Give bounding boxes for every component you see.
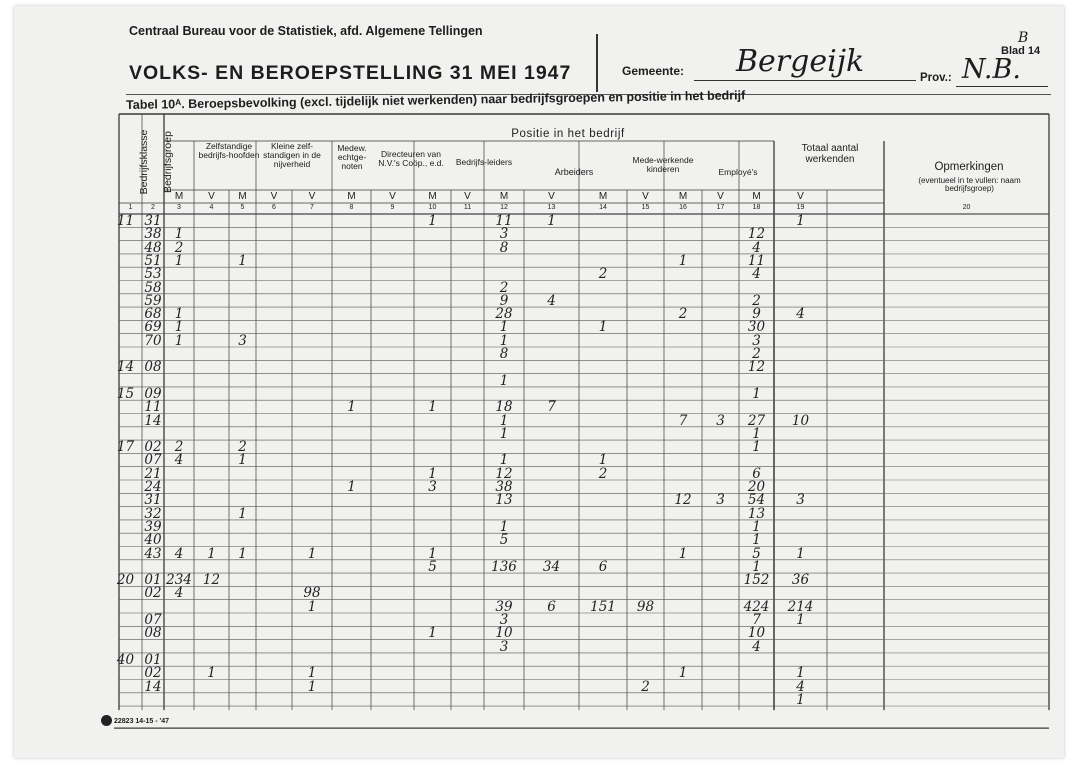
column-number: 18 (752, 204, 761, 211)
cell-value-col-12: 3 (499, 612, 509, 628)
cell-value-col-18: 1 (752, 518, 761, 535)
cell-value-col-16: 1 (678, 665, 688, 682)
column-number: 5 (240, 204, 245, 211)
cell-value-col-12: 10 (495, 625, 513, 642)
cell-value-col-12: 38 (495, 479, 513, 495)
cell-value-col-12: 136 (491, 558, 517, 575)
bedrijfsgroep-value: 08 (144, 359, 162, 376)
bedrijfsklasse-value: 14 (116, 359, 135, 376)
cell-value-col-18: 9 (752, 306, 761, 323)
cell-value-col-12: 1 (499, 425, 509, 442)
cell-value-col-12: 1 (499, 372, 509, 389)
cell-value-col-12: 11 (495, 213, 513, 229)
cell-value-col-3: 1 (174, 252, 184, 269)
print-code: 22823 14-15 - '47 (114, 718, 169, 725)
cell-value-col-5: 1 (238, 252, 247, 269)
cell-value-col-19: 1 (796, 612, 805, 628)
column-number: 4 (209, 204, 214, 211)
v-label: V (717, 191, 724, 202)
cell-value-col-7: 98 (303, 585, 321, 602)
bedrijfsgroep-value: 07 (144, 452, 162, 469)
cell-value-col-16: 2 (678, 306, 688, 323)
cell-value-col-18: 1 (752, 439, 761, 456)
v-label: V (548, 191, 555, 202)
bedrijfsgroep-value: 31 (144, 213, 162, 229)
cell-value-col-12: 3 (499, 638, 509, 655)
bedrijfsgroep-value: 53 (144, 266, 162, 283)
cell-value-col-3: 2 (174, 239, 184, 256)
cell-value-col-14: 2 (598, 266, 608, 283)
m-label: M (428, 191, 437, 202)
group-header-medewerkende-kinderen: Mede-werkende kinderen (632, 155, 694, 174)
gemeente-value: Bergeijk (736, 44, 865, 79)
cell-value-col-10: 1 (428, 399, 437, 416)
column-number: 20 (962, 204, 971, 211)
column-number: 17 (716, 204, 725, 211)
cell-value-col-18: 2 (752, 292, 761, 309)
column-number: 16 (679, 204, 687, 211)
cell-value-col-18: 4 (752, 266, 761, 283)
cell-value-col-18: 7 (752, 612, 761, 628)
column-number: 7 (310, 204, 314, 211)
bedrijfsgroep-value: 14 (144, 412, 162, 429)
cell-value-col-12: 28 (495, 306, 513, 323)
column-number: 12 (500, 204, 508, 211)
column-number: 3 (177, 204, 181, 211)
cell-value-col-19: 4 (796, 306, 805, 323)
m-label: M (678, 191, 688, 202)
cell-value-col-18: 11 (747, 252, 766, 269)
cell-value-col-19: 1 (796, 691, 805, 708)
cell-value-col-5: 1 (238, 505, 247, 522)
group-header-directeuren: Directeuren van N.V.'s Coöp., e.d. (378, 149, 444, 168)
bedrijfsgroep-value: 09 (144, 385, 162, 402)
bedrijfsklasse-value: 20 (116, 572, 135, 589)
cell-value-col-8: 1 (347, 479, 356, 495)
cell-value-col-18: 27 (747, 412, 766, 429)
cell-value-col-10: 1 (428, 213, 437, 229)
v-label: V (797, 191, 804, 202)
cell-value-col-12: 8 (499, 239, 509, 256)
cell-value-col-12: 1 (499, 518, 509, 535)
bedrijfsgroep-header: Bedrijfsgroep (162, 131, 174, 193)
cell-value-col-8: 1 (347, 399, 356, 416)
cell-value-col-19: 1 (796, 213, 805, 229)
group-header-kleine-zelfstandigen: Kleine zelf-standigen in de nijverheid (263, 141, 321, 169)
cell-value-col-18: 5 (752, 545, 761, 562)
group-header-employes: Employé's (718, 167, 758, 177)
cell-value-col-19: 10 (791, 412, 810, 429)
m-label: M (499, 191, 509, 202)
cell-value-col-14: 1 (598, 319, 608, 336)
cell-value-col-16: 7 (678, 412, 688, 429)
column-number: 6 (272, 204, 276, 211)
bedrijfsgroep-value: 11 (144, 399, 162, 416)
cell-value-col-10: 1 (428, 625, 437, 642)
cell-value-col-17: 3 (716, 492, 725, 509)
cell-value-col-18: 30 (747, 319, 766, 336)
bedrijfsklasse-header: Bedrijfsklasse (138, 129, 150, 195)
bedrijfsgroep-value: 01 (144, 651, 162, 668)
cell-value-col-18: 20 (747, 479, 766, 495)
v-label: V (208, 191, 215, 202)
m-label: M (174, 191, 184, 202)
cell-value-col-15: 2 (641, 678, 650, 695)
cell-value-col-18: 1 (752, 385, 761, 402)
column-number: 15 (641, 204, 650, 211)
cell-value-col-12: 8 (499, 346, 509, 362)
cell-value-col-3: 1 (174, 332, 184, 349)
cell-value-col-7: 1 (307, 545, 317, 562)
bedrijfsgroep-value: 02 (144, 585, 162, 602)
column-number: 11 (463, 204, 472, 211)
bedrijfsgroep-value: 07 (144, 612, 162, 628)
cell-value-col-3: 2 (174, 439, 184, 456)
cell-value-col-10: 3 (428, 479, 437, 495)
cell-value-col-18: 4 (752, 239, 761, 256)
bedrijfsgroep-value: 68 (144, 306, 162, 323)
cell-value-col-7: 1 (307, 665, 317, 682)
cell-value-col-10: 1 (428, 465, 437, 482)
cell-value-col-5: 1 (238, 452, 247, 469)
column-number: 14 (599, 204, 607, 211)
cell-value-col-18: 6 (752, 465, 761, 482)
blad-label: Blad 14 (1001, 45, 1041, 57)
v-label: V (642, 191, 649, 202)
cell-value-col-18: 3 (752, 332, 761, 349)
positie-header: Positie in het bedrijf (511, 128, 625, 140)
cell-value-col-3: 1 (174, 226, 184, 243)
v-label: V (464, 191, 471, 202)
cell-value-col-12: 39 (495, 598, 513, 615)
cell-value-col-18: 152 (743, 572, 770, 589)
column-number: 9 (390, 204, 395, 211)
opmerkingen-header: Opmerkingen (934, 161, 1004, 173)
cell-value-col-4: 1 (207, 545, 216, 562)
cell-value-col-13: 34 (542, 558, 561, 575)
bureau-name: Centraal Bureau voor de Statistiek, afd. Algemene Tellingen (129, 24, 483, 38)
bedrijfsgroep-value: 32 (144, 505, 162, 522)
cell-value-col-15: 98 (636, 598, 655, 615)
cell-value-col-3: 4 (174, 452, 184, 469)
cell-value-col-3: 234 (166, 572, 192, 589)
cell-value-col-14: 151 (590, 598, 616, 615)
cell-value-col-18: 4 (752, 638, 761, 655)
cell-value-col-19: 3 (796, 492, 805, 509)
bedrijfsgroep-value: 40 (144, 532, 162, 549)
table-title: Tabel 10ᴬ. Beroepsbevolking (excl. tijdelijk niet werkenden) naar bedrijfsgroepen en positie in het bedrijf (126, 88, 746, 112)
cell-value-col-12: 1 (499, 319, 509, 336)
prov-label: Prov.: (920, 72, 952, 84)
cell-value-col-18: 1 (752, 558, 761, 575)
bedrijfsgroep-value: 58 (144, 279, 162, 296)
cell-value-col-10: 5 (428, 558, 437, 575)
cell-value-col-12: 1 (499, 452, 509, 469)
cell-value-col-13: 1 (547, 213, 556, 229)
bedrijfsgroep-value: 59 (144, 292, 162, 309)
cell-value-col-12: 2 (499, 279, 509, 296)
cell-value-col-14: 2 (598, 465, 608, 482)
v-label: V (308, 191, 316, 202)
bedrijfsgroep-value: 24 (144, 479, 162, 495)
column-number: 1 (128, 204, 133, 211)
cell-value-col-12: 5 (499, 532, 509, 549)
cell-value-col-14: 6 (598, 558, 608, 575)
bedrijfsgroep-value: 01 (144, 572, 162, 589)
cell-value-col-5: 1 (238, 545, 247, 562)
cell-value-col-7: 1 (307, 598, 317, 615)
bedrijfsgroep-value: 69 (144, 319, 162, 336)
cell-value-col-13: 4 (547, 292, 556, 309)
cell-value-col-14: 1 (598, 452, 608, 469)
cell-value-col-18: 10 (747, 625, 766, 642)
bedrijfsgroep-value: 31 (144, 492, 162, 509)
cell-value-col-19: 1 (796, 545, 805, 562)
bedrijfsgroep-value: 51 (144, 252, 162, 269)
bedrijfsgroep-value: 39 (144, 518, 162, 535)
cell-value-col-12: 3 (499, 226, 509, 243)
blad-handwritten: B (1018, 30, 1029, 46)
bedrijfsklasse-value: 17 (116, 439, 135, 456)
column-number: 13 (547, 204, 556, 211)
bedrijfsgroep-value: 21 (144, 465, 162, 482)
cell-value-col-12: 1 (499, 332, 509, 349)
cell-value-col-12: 12 (495, 465, 513, 482)
group-header-bedrijfsleiders: Bedrijfs-leiders (455, 157, 513, 167)
cell-value-col-18: 54 (747, 492, 766, 509)
gemeente-label: Gemeente: (622, 64, 685, 78)
column-number: 10 (428, 204, 437, 211)
cell-value-col-18: 424 (743, 598, 770, 615)
cell-value-col-18: 1 (752, 532, 761, 549)
cell-value-col-3: 4 (174, 545, 184, 562)
v-label: V (389, 191, 396, 202)
cell-value-col-18: 12 (747, 359, 766, 376)
bedrijfsgroep-value: 08 (144, 625, 162, 642)
bedrijfsgroep-value: 70 (144, 332, 162, 349)
cell-value-col-17: 3 (716, 412, 725, 429)
cell-value-col-4: 12 (202, 572, 221, 589)
cell-value-col-12: 1 (499, 412, 509, 429)
cell-value-col-10: 1 (428, 545, 437, 562)
prov-value: N.B. (962, 54, 1021, 85)
cell-value-col-13: 6 (547, 598, 556, 615)
cell-value-col-3: 1 (174, 319, 184, 336)
group-header-arbeiders: Arbeiders (554, 167, 594, 177)
cell-value-col-19: 4 (796, 678, 805, 695)
bedrijfsgroep-value: 14 (144, 678, 162, 695)
totaal-header: Totaal aantal werkenden (801, 143, 859, 165)
bedrijfsgroep-value: 43 (144, 545, 162, 562)
bedrijfsgroep-value: 48 (144, 239, 162, 256)
group-header-zelfstandige: Zelfstandige bedrijfs-hoofden (198, 141, 260, 160)
census-form-sheet (14, 6, 1064, 758)
column-number: 2 (151, 204, 155, 211)
cell-value-col-3: 1 (174, 306, 184, 323)
cell-value-col-12: 13 (495, 492, 513, 509)
cell-value-col-18: 13 (747, 505, 766, 522)
cell-value-col-13: 7 (547, 399, 556, 416)
cell-value-col-18: 12 (747, 226, 766, 243)
bedrijfsklasse-value: 40 (116, 651, 135, 668)
group-header-medew-echtgenoten: Medew. echtge-noten (337, 143, 367, 171)
cell-value-col-7: 1 (307, 678, 317, 695)
opmerkingen-note: (eventueel in te vullen: naam bedrijfsgroep) (918, 176, 1021, 194)
cell-value-col-5: 3 (238, 332, 247, 349)
cell-value-col-4: 1 (207, 665, 216, 682)
cell-value-col-19: 36 (791, 572, 810, 589)
cell-value-col-16: 12 (674, 492, 692, 509)
cell-value-col-12: 18 (495, 399, 513, 416)
cell-value-col-18: 2 (752, 346, 761, 362)
bedrijfsgroep-value: 38 (144, 226, 162, 243)
table-grid (14, 6, 1064, 758)
cell-value-col-18: 1 (752, 425, 761, 442)
m-label: M (598, 191, 608, 202)
cell-value-col-16: 1 (678, 545, 688, 562)
cell-value-col-3: 4 (174, 585, 184, 602)
bedrijfsgroep-value: 02 (144, 439, 162, 456)
printer-seal-icon (101, 715, 112, 726)
v-label: V (270, 191, 278, 202)
column-number: 8 (349, 204, 354, 211)
bedrijfsklasse-value: 11 (116, 213, 135, 229)
cell-value-col-16: 1 (678, 252, 688, 269)
cell-value-col-19: 1 (796, 665, 805, 682)
m-label: M (347, 191, 356, 202)
bedrijfsklasse-value: 15 (116, 385, 135, 402)
column-number: 19 (796, 204, 805, 211)
m-label: M (238, 191, 247, 202)
cell-value-col-5: 2 (238, 439, 247, 456)
bedrijfsgroep-value: 02 (144, 665, 162, 682)
m-label: M (752, 191, 761, 202)
form-title: VOLKS- EN BEROEPSTELLING 31 MEI 1947 (129, 62, 572, 84)
cell-value-col-12: 9 (499, 292, 509, 309)
cell-value-col-19: 214 (787, 598, 814, 615)
